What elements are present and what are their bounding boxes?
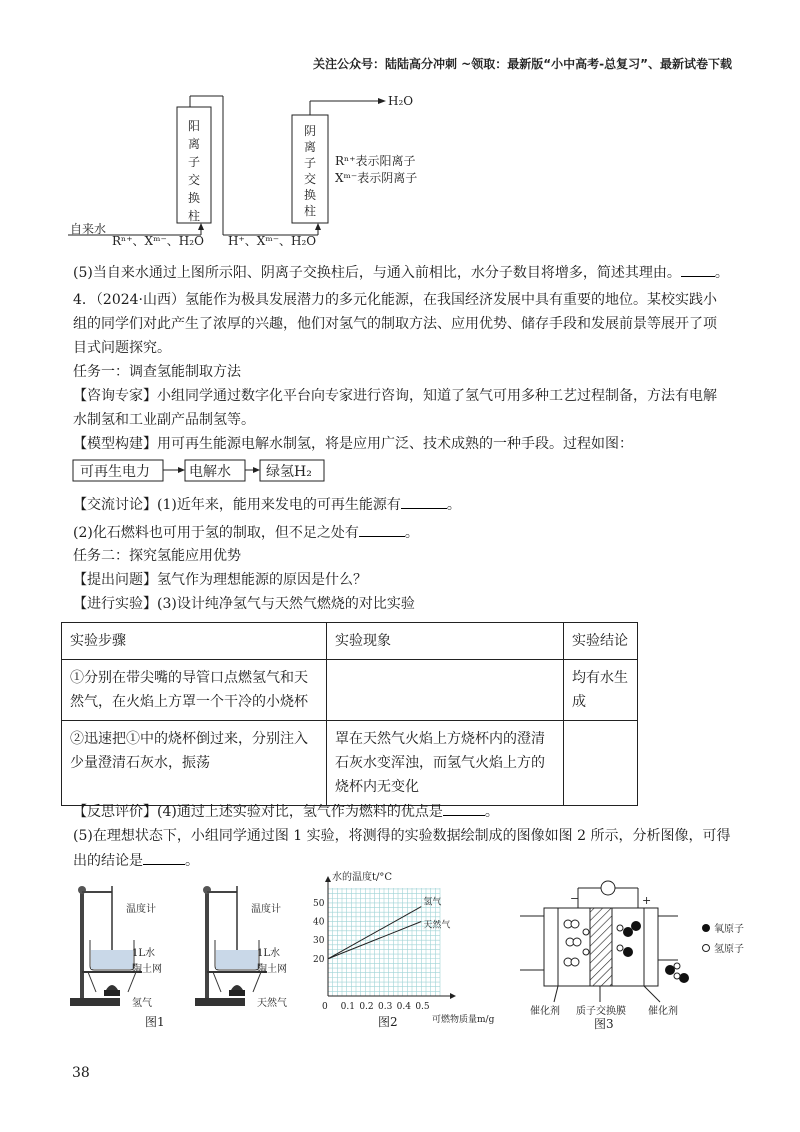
fig3-catalyst-right: 催化剂: [648, 1006, 678, 1017]
x-tick-label: 0.5: [415, 1002, 430, 1012]
y-tick-label: 20: [313, 954, 325, 965]
fig1-left-gas: 氢气: [132, 998, 152, 1009]
flow-diagram: [72, 458, 352, 484]
anion-column-char: 离: [304, 140, 317, 154]
y-tick-label: 40: [313, 917, 325, 928]
anion-column-char: 阴: [304, 124, 317, 138]
fig2-caption: 图2: [378, 1015, 398, 1029]
question-5-previous: (5)当自来水通过上图所示阳、阴离子交换柱后，与通入前相比，水分子数目将增多，简述其理由。 。: [73, 262, 729, 283]
fig1-left-gauze: 陶土网: [132, 964, 162, 975]
fig3-caption: 图3: [594, 1017, 614, 1030]
cation-column-char: 柱: [188, 209, 201, 223]
fig1-left-thermometer: 温度计: [126, 904, 156, 915]
cation-column-char: 子: [188, 155, 201, 169]
experiment-table: [61, 622, 638, 806]
flow-step-electrolysis: 电解水: [189, 464, 231, 480]
anion-column-char: 子: [304, 156, 317, 170]
x-axis-label: 可燃物质量m/g: [432, 1015, 495, 1025]
cation-column-char: 交: [188, 173, 201, 187]
consult-line-2: 水制氢和工业副产品制氢等。: [73, 412, 255, 428]
fig3-catalyst-left: 催化剂: [530, 1006, 560, 1017]
answer-blank-q4[interactable]: [443, 801, 485, 816]
anion-column-char: 柱: [304, 204, 317, 218]
y-axis-arrow: [325, 876, 331, 882]
series-label: 天然气: [423, 920, 451, 931]
table-cell-answer[interactable]: [564, 721, 638, 806]
consult-line-1: 【咨询专家】小组同学通过数字化平台向专家进行咨询，知道了氢气可用多种工艺过程制备，方法有电解: [73, 388, 717, 404]
table-cell: 罩在天然气火焰上方烧杯内的澄清 石灰水变浑浊，而氢气火焰上方的 烧杯内无变化: [327, 721, 564, 806]
flow-step-renewable: 可再生电力: [80, 464, 150, 480]
legend-cation: Rⁿ⁺表示阳离子: [335, 154, 416, 168]
raise-question: 【提出问题】氢气作为理想能源的原因是什么？: [73, 572, 367, 588]
x-tick-label: 0.2: [359, 1002, 374, 1012]
table-cell: 均有水生 成: [564, 660, 638, 721]
flow-step-green-hydrogen: 绿氢H₂: [266, 464, 312, 480]
x-tick-label: 0: [322, 1002, 328, 1012]
x-tick-label: 0.4: [396, 1002, 411, 1012]
answer-blank-q2[interactable]: [359, 522, 405, 537]
fig3-legend-oxygen: 氧原子: [714, 924, 744, 935]
answer-blank[interactable]: [681, 262, 715, 277]
fig3-plus: +: [642, 894, 652, 907]
table-cell-answer[interactable]: [327, 660, 564, 721]
x-axis-arrow: [450, 993, 456, 999]
reflect-q4: 【反思评价】(4)通过上述实验对比，氢气作为燃料的优点是 。: [73, 801, 499, 822]
fig1-right-gas: 天然气: [257, 998, 287, 1009]
fig3-minus: −: [570, 892, 580, 905]
x-tick-label: 0.3: [378, 1002, 393, 1012]
q4-intro-line-3: 目式问题探究。: [73, 340, 171, 356]
x-tick-label: 0.1: [340, 1002, 355, 1012]
cation-column-char: 阳: [188, 119, 201, 133]
fig1-right-gauze: 陶土网: [257, 964, 287, 975]
y-tick-label: 50: [313, 898, 325, 909]
output-label: H₂O: [388, 94, 414, 108]
cation-column-char: 换: [188, 191, 201, 205]
fig1-left-water: 1L水: [132, 948, 156, 959]
q5-line-1: (5)在理想状态下，小组同学通过图 1 实验，将测得的实验数据绘制成的图像如图 2 所示，分析图像，可得: [73, 828, 731, 844]
task-1: 任务一：调查氢能制取方法: [73, 364, 241, 380]
discussion-q1: 【交流讨论】(1)近年来，能用来发电的可再生能源有 。: [73, 494, 461, 515]
series-label: 氢气: [423, 897, 442, 908]
q5-line-2: 出的结论是 。: [73, 850, 199, 871]
anion-column-char: 交: [304, 172, 317, 186]
task-2: 任务二：探究氢能应用优势: [73, 548, 241, 564]
fig1-right-thermometer: 温度计: [251, 904, 281, 915]
figure-2-chart: [310, 868, 520, 1030]
ion-exchange-diagram: [60, 85, 480, 255]
figure-1: [60, 880, 310, 1030]
input-ions: Rⁿ⁺、Xᵐ⁻、H₂O: [112, 234, 204, 248]
question-2: (2)化石燃料也可用于氢的制取，但不足之处有 。: [73, 522, 419, 543]
table-header-conclusion: 实验结论: [564, 623, 638, 660]
q4-intro-line-2: 组的同学们对此产生了浓厚的兴趣，他们对氢气的制取方法、应用优势、储存手段和发展前景等展开了项: [73, 316, 717, 332]
table-cell: ②迅速把①中的烧杯倒过来，分别注入 少量澄清石灰水，振荡: [62, 721, 327, 806]
y-axis-label: 水的温度t/°C: [332, 872, 393, 883]
cation-column-char: 离: [188, 137, 201, 151]
table-cell: ①分别在带尖嘴的导管口点燃氢气和天 然气，在火焰上方罩一个干冷的小烧杯: [62, 660, 327, 721]
table-header-phenomena: 实验现象: [327, 623, 564, 660]
fig3-membrane: 质子交换膜: [576, 1006, 626, 1017]
answer-blank-q5[interactable]: [143, 850, 185, 865]
fig1-right-water: 1L水: [257, 948, 281, 959]
answer-blank-q1[interactable]: [401, 494, 447, 509]
legend-anion: Xᵐ⁻表示阴离子: [335, 171, 418, 185]
input-label: 自来水: [70, 222, 107, 236]
fig3-legend-hydrogen: 氢原子: [714, 944, 744, 955]
experiment-intro: 【进行实验】(3)设计纯净氢气与天然气燃烧的对比实验: [73, 596, 415, 612]
q4-intro-line-1: 4．（2024·山西）氢能作为极具发展潜力的多元化能源，在我国经济发展中具有重要的地位。某校实践小: [73, 292, 717, 308]
fig1-caption: 图1: [145, 1015, 165, 1029]
anion-column-char: 换: [304, 188, 317, 202]
y-tick-label: 30: [313, 936, 325, 947]
model-text: 【模型构建】用可再生能源电解水制氢，将是应用广泛、技术成熟的一种手段。过程如图：: [73, 436, 633, 452]
table-header-steps: 实验步骤: [62, 623, 327, 660]
figure-3: [520, 880, 770, 1030]
page-number: 38: [72, 1065, 90, 1081]
middle-ions: H⁺、Xᵐ⁻、H₂O: [228, 234, 317, 248]
page-header: 关注公众号：陆陆高分冲刺 ~领取：最新版“小中高考-总复习”、最新试卷下载: [313, 57, 732, 71]
